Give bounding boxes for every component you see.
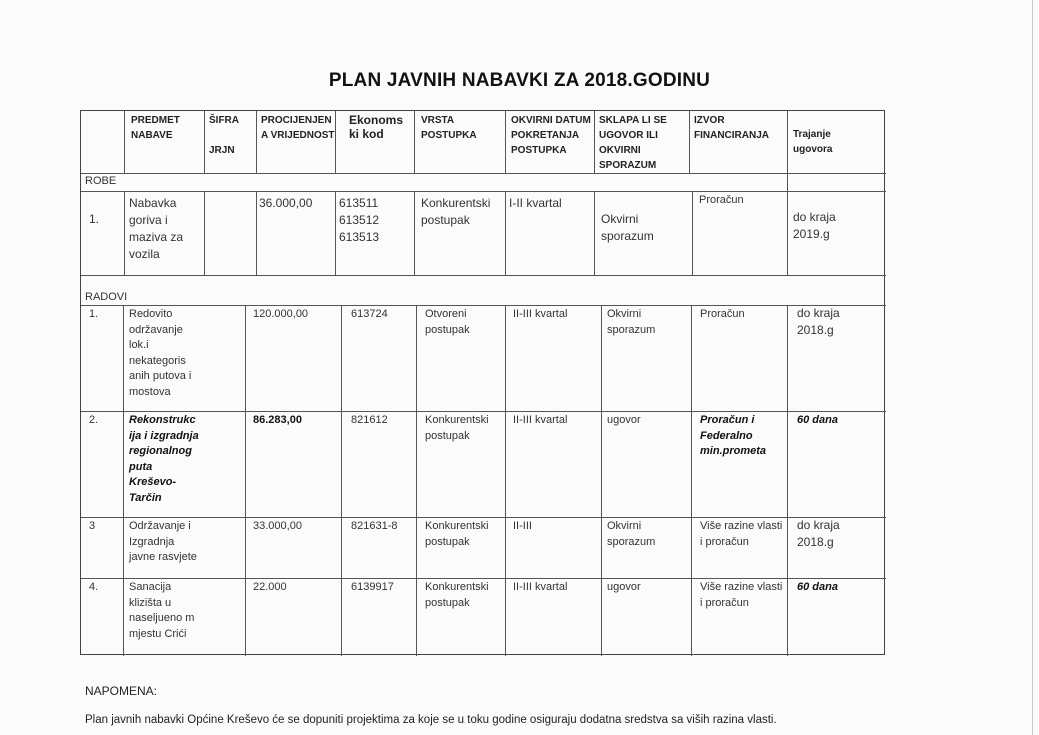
header-sifra: ŠIFRA — [209, 115, 239, 126]
radovi-row-postupak: Konkurentski postupak — [425, 414, 489, 442]
robe-row-predmet: Nabavka goriva i maziva za vozila — [129, 196, 184, 261]
vline — [124, 111, 125, 173]
line-row3-bottom — [81, 578, 886, 579]
header-okvirni-datum: OKVIRNI DATUM POKRETANJA POSTUPKA — [511, 115, 591, 156]
robe-row-number: 1. — [89, 212, 100, 226]
vline — [505, 111, 506, 173]
vline — [787, 305, 788, 656]
robe-row-trajanje: do kraja 2019.g — [793, 210, 836, 241]
radovi-row-datum: II-III kvartal — [513, 581, 568, 593]
robe-row-datum: I-II kvartal — [509, 196, 562, 210]
vline — [505, 191, 506, 275]
radovi-row-predmet: Redovito održavanje lok.i nekategoris anih putova i mostova — [129, 308, 192, 398]
section-robe: ROBE — [85, 175, 117, 187]
vline — [245, 305, 246, 656]
line-header-bottom — [81, 173, 886, 174]
radovi-row-postupak: Otvoreni postupak — [425, 308, 470, 336]
section-radovi: RADOVI — [85, 291, 128, 303]
radovi-row-postupak: Konkurentski postupak — [425, 520, 489, 548]
vline — [335, 111, 336, 173]
radovi-row-number: 4. — [89, 581, 99, 593]
scan-edge-line — [1032, 0, 1033, 735]
line-row2-bottom — [81, 517, 886, 518]
vline — [601, 305, 602, 656]
radovi-row-vrijednost: 86.283,00 — [253, 414, 302, 426]
radovi-row-datum: II-III kvartal — [513, 414, 568, 426]
radovi-row-trajanje: 60 dana — [797, 581, 838, 593]
vline — [204, 191, 205, 275]
radovi-row-predmet: Održavanje i Izgradnja javne rasvjete — [129, 520, 197, 563]
vline — [787, 191, 788, 275]
vline — [594, 111, 595, 173]
header-ekonomski-kod: Ekonoms ki kod — [349, 113, 404, 141]
page-title: PLAN JAVNIH NABAVKI ZA 2018.GODINU — [328, 70, 711, 91]
robe-row-kod: 613511 613512 613513 — [339, 196, 380, 244]
radovi-row-trajanje: do kraja 2018.g — [797, 518, 840, 549]
radovi-row-postupak: Konkurentski postupak — [425, 581, 489, 609]
radovi-row-predmet: Sanacija klizišta u naseljueno m mjestu Crići — [129, 581, 195, 640]
vline — [124, 191, 125, 275]
line-robe-row-bottom — [81, 275, 886, 276]
radovi-row-kod: 821612 — [351, 414, 388, 426]
vline — [256, 111, 257, 173]
vline — [414, 191, 415, 275]
radovi-row-vrijednost: 120.000,00 — [253, 308, 309, 320]
robe-row-postupak: Konkurentski postupak — [421, 196, 491, 227]
radovi-row-sklapa: Okvirni sporazum — [607, 520, 656, 548]
vline — [256, 191, 257, 275]
robe-row-sklapa: Okvirni sporazum — [601, 212, 654, 243]
header-vrsta-postupka: VRSTA POSTUPKA — [421, 115, 477, 141]
header-izvor: IZVOR FINANCIRANJA — [694, 115, 769, 141]
radovi-row-izvor: Više razine vlasti i proračun — [700, 520, 783, 548]
vline — [691, 305, 692, 656]
header-procijenjena: PROCIJENJEN A VRIJEDNOST — [261, 115, 335, 141]
radovi-row-datum: II-III kvartal — [513, 308, 568, 320]
napomena-label: NAPOMENA: — [85, 684, 158, 698]
radovi-row-predmet: Rekonstrukc ija i izgradnja regionalnog puta Kreševo-Tarčin — [129, 414, 199, 504]
radovi-row-kod: 613724 — [351, 308, 388, 320]
radovi-row-number: 1. — [89, 308, 99, 320]
radovi-row-sklapa: ugovor — [607, 414, 641, 426]
header-jrjn: JRJN — [209, 145, 235, 156]
radovi-row-number: 2. — [89, 414, 99, 426]
radovi-row-datum: II-III — [513, 520, 532, 532]
radovi-row-kod: 821631-8 — [351, 520, 398, 532]
vline — [692, 191, 693, 275]
vline — [594, 191, 595, 275]
line-row1-bottom — [81, 411, 886, 412]
robe-row-vrijednost: 36.000,00 — [259, 196, 313, 210]
radovi-row-vrijednost: 22.000 — [253, 581, 287, 593]
vline — [204, 111, 205, 173]
vline — [689, 111, 690, 173]
radovi-row-izvor: Više razine vlasti i proračun — [700, 581, 783, 609]
radovi-row-izvor: Proračun i Federalno min.prometa — [700, 414, 767, 457]
radovi-row-kod: 6139917 — [351, 581, 394, 593]
napomena-text: Plan javnih nabavki Općine Kreševo će se dopuniti projektima za koje se u toku godine osiguraju dodatna sredstva sa viših razina vlasti. — [85, 714, 777, 726]
robe-row-izvor: Proračun — [699, 194, 744, 206]
radovi-row-sklapa: ugovor — [607, 581, 641, 593]
header-trajanje: Trajanje ugovora — [793, 129, 833, 155]
radovi-row-vrijednost: 33.000,00 — [253, 520, 302, 532]
radovi-row-trajanje: 60 dana — [797, 414, 838, 426]
radovi-row-number: 3 — [89, 520, 96, 532]
radovi-row-izvor: Proračun — [700, 308, 745, 320]
vline — [335, 191, 336, 275]
procurement-table — [80, 110, 885, 655]
radovi-row-trajanje: do kraja 2018.g — [797, 306, 840, 337]
vline — [416, 305, 417, 656]
vline — [505, 305, 506, 656]
header-predmet: PREDMET NABAVE — [131, 115, 180, 141]
vline — [123, 305, 124, 656]
vline — [787, 111, 788, 191]
line-radovi-bottom — [81, 305, 886, 306]
vline — [341, 305, 342, 656]
line-robe-bottom — [81, 191, 886, 192]
header-sklapa: SKLAPA LI SE UGOVOR ILI OKVIRNI SPORAZUM — [599, 115, 667, 171]
vline — [414, 111, 415, 173]
radovi-row-sklapa: Okvirni sporazum — [607, 308, 656, 336]
